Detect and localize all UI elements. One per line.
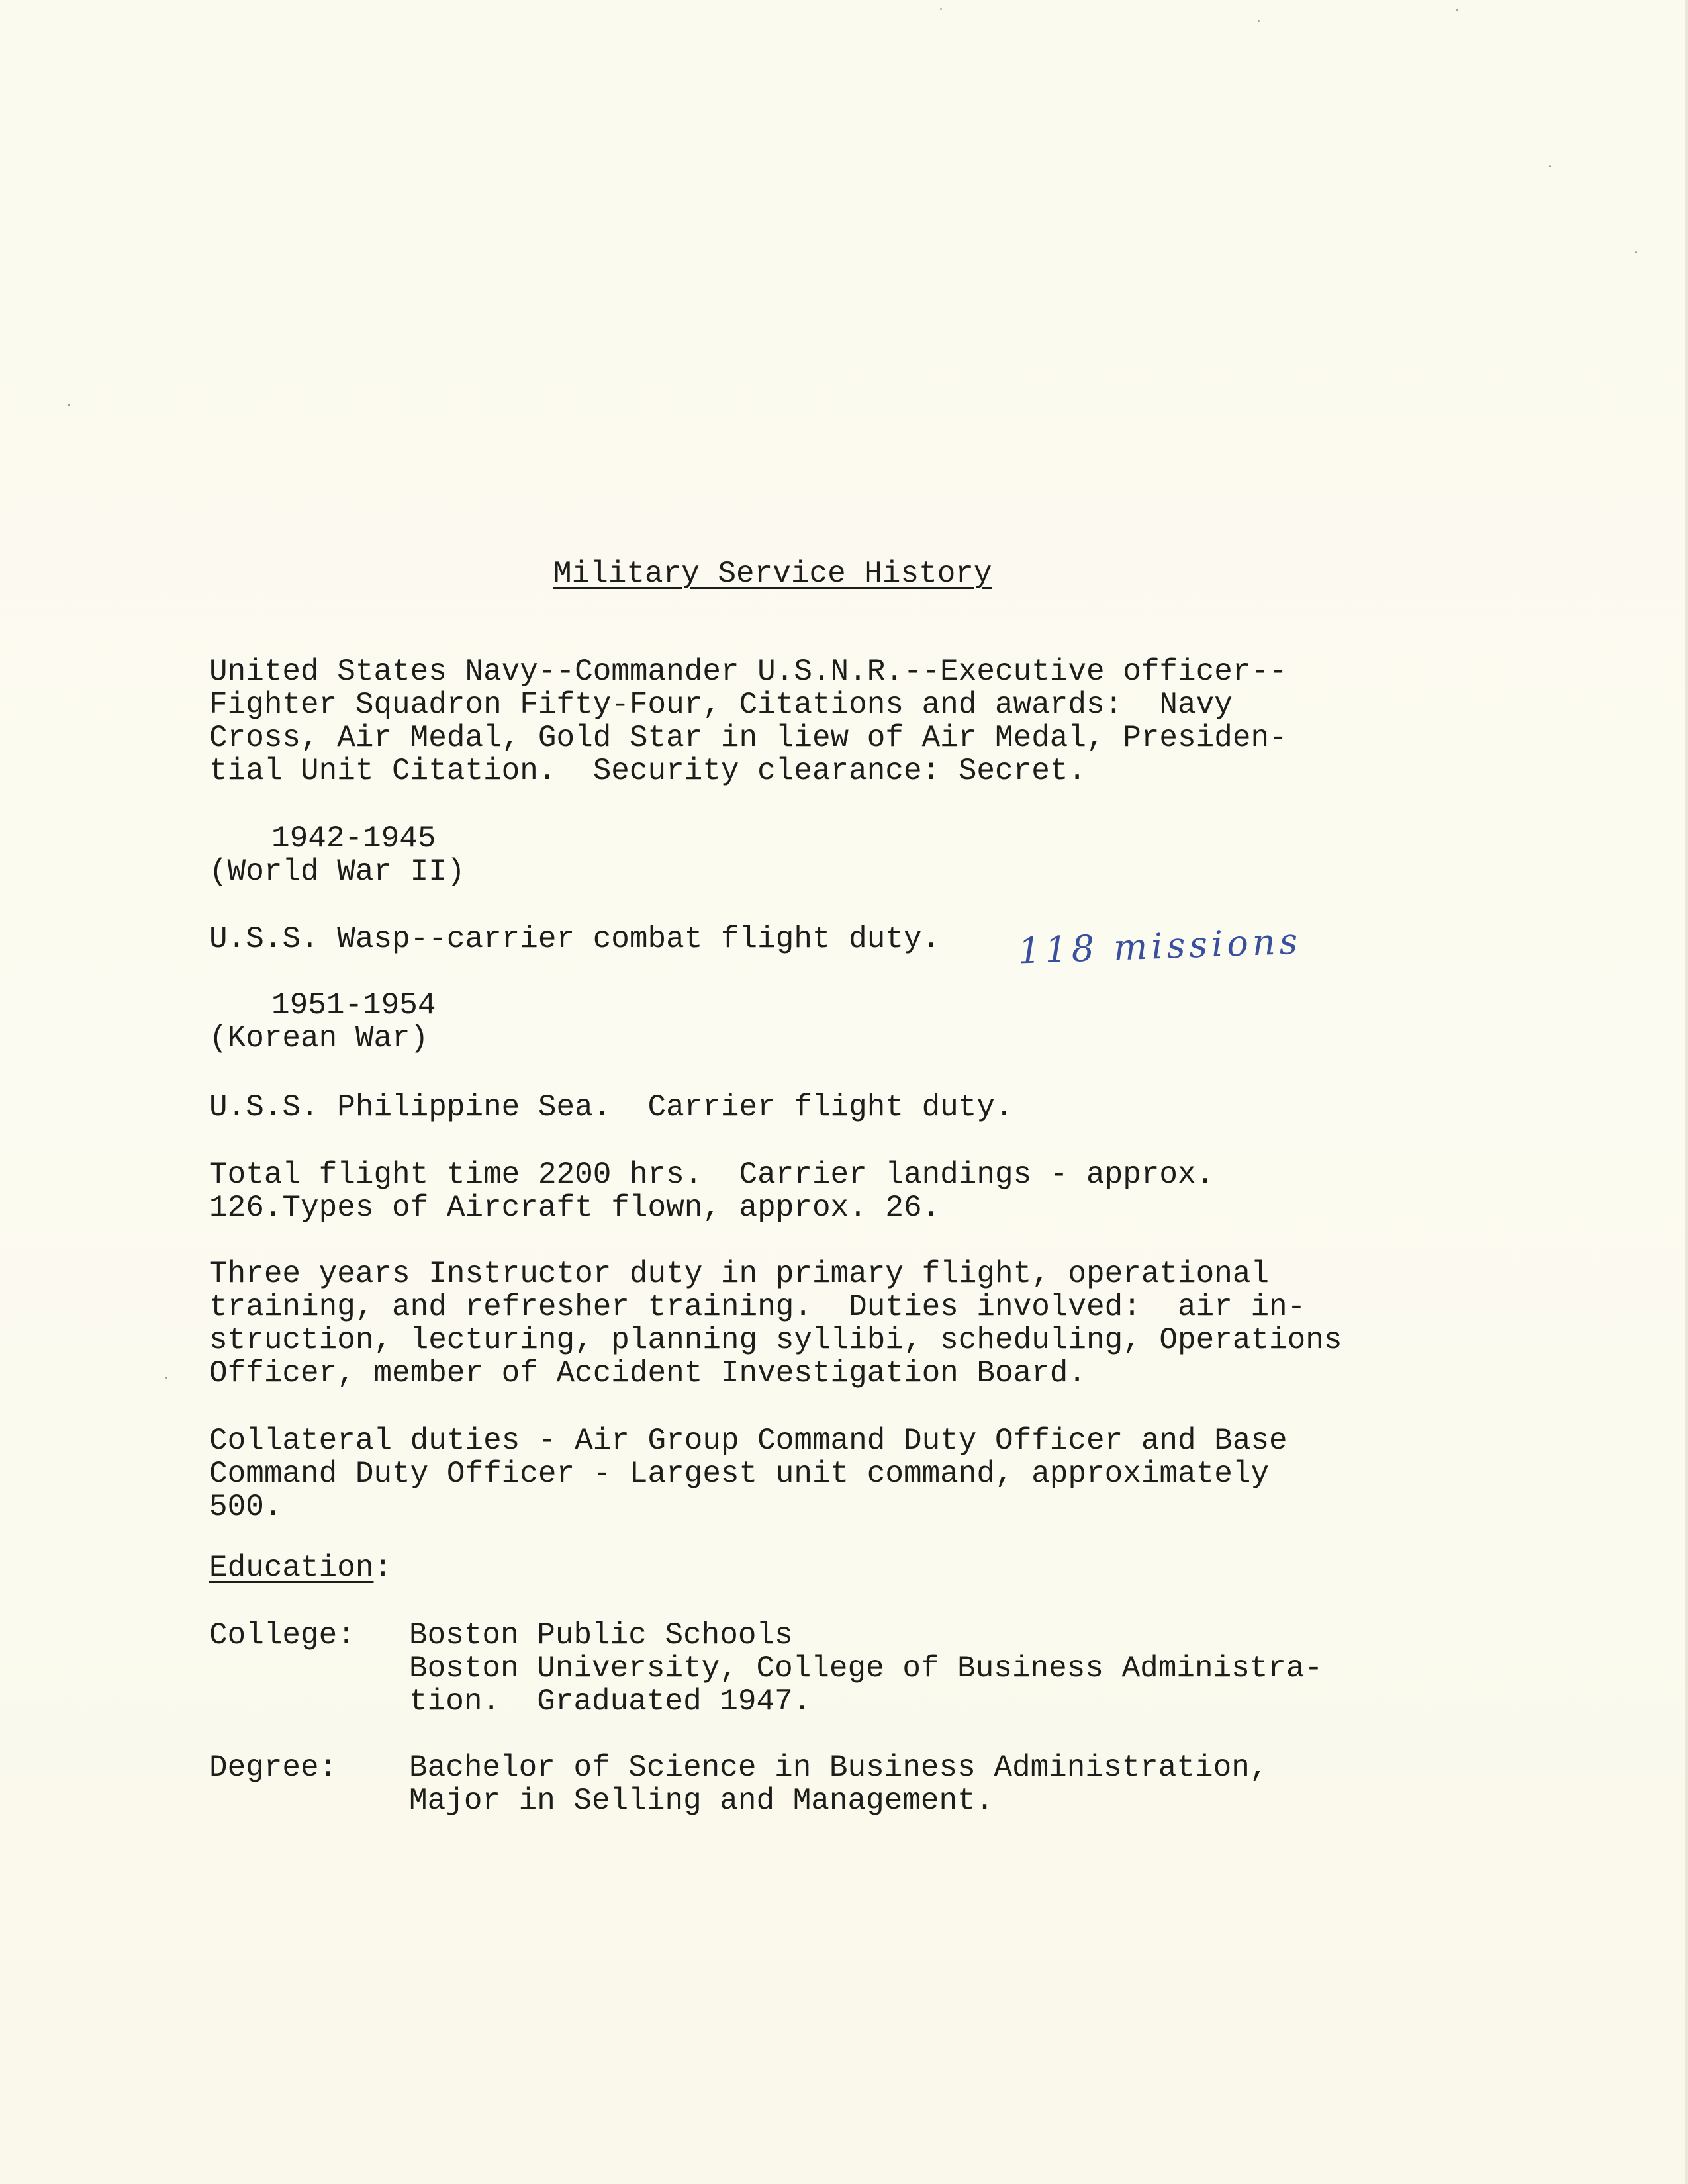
paper-speck: [940, 8, 942, 10]
paper-speck: [1635, 251, 1637, 253]
intro-line: tial Unit Citation. Security clearance: Secret.: [209, 754, 1087, 788]
wasp-line: U.S.S. Wasp--carrier combat flight duty.: [209, 922, 941, 956]
education-heading: Education: [209, 1551, 374, 1585]
instructor-line: struction, lecturing, planning syllibi, scheduling, Operations: [209, 1323, 1342, 1357]
paper-edge: [1685, 0, 1688, 2184]
handwritten-note-text: 118 missions: [1017, 920, 1303, 972]
flight-line: 126.Types of Aircraft flown, approx. 26.: [209, 1191, 941, 1225]
ww2-label: (World War II): [209, 854, 465, 889]
handwritten-note: [1013, 919, 1383, 978]
paper-speck: [165, 1377, 167, 1379]
collateral-line: 500.: [209, 1490, 283, 1524]
flight-line: Total flight time 2200 hrs. Carrier landings - approx.: [209, 1158, 1215, 1192]
instructor-line: Officer, member of Accident Investigation Board.: [209, 1356, 1087, 1390]
education-colon: :: [373, 1551, 393, 1585]
collateral-line: Collateral duties - Air Group Command Duty Officer and Base: [209, 1424, 1288, 1458]
page-title: Military Service History: [553, 557, 992, 591]
degree-line: Bachelor of Science in Business Administration,: [409, 1751, 1268, 1785]
philippine-line: U.S.S. Philippine Sea. Carrier flight duty.: [209, 1090, 1013, 1124]
college-label: College:: [209, 1618, 355, 1653]
intro-line: Fighter Squadron Fifty-Four, Citations and awards: Navy: [209, 688, 1233, 722]
intro-line: United States Navy--Commander U.S.N.R.--Executive officer--: [209, 655, 1288, 689]
paper-speck: [68, 404, 70, 406]
instructor-line: training, and refresher training. Duties involved: air in-: [209, 1290, 1306, 1324]
collateral-line: Command Duty Officer - Largest unit command, approximately: [209, 1457, 1270, 1491]
korea-label: (Korean War): [209, 1021, 429, 1056]
college-line: Boston Public Schools: [409, 1618, 793, 1653]
paper-speck: [1549, 165, 1551, 167]
education-heading-row: [209, 1551, 392, 1584]
paper-speck: [1456, 9, 1458, 11]
intro-line: Cross, Air Medal, Gold Star in liew of Air Medal, Presiden-: [209, 721, 1288, 755]
degree-line: Major in Selling and Management.: [409, 1784, 994, 1818]
degree-label: Degree:: [209, 1751, 338, 1785]
college-line: Boston University, College of Business Administra-: [409, 1651, 1323, 1686]
ww2-years: 1942-1945: [271, 821, 436, 856]
college-line: tion. Graduated 1947.: [409, 1684, 812, 1719]
instructor-line: Three years Instructor duty in primary flight, operational: [209, 1257, 1270, 1291]
paper-speck: [1258, 20, 1260, 22]
korea-years: 1951-1954: [271, 988, 436, 1023]
